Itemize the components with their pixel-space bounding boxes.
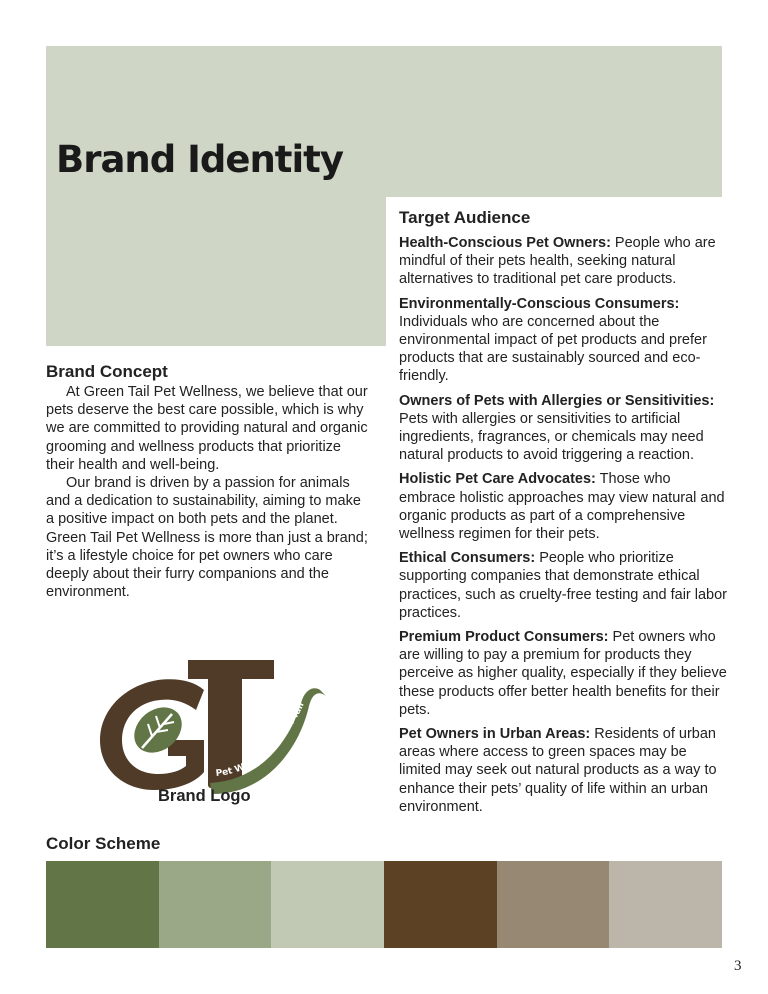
target-audience-heading: Target Audience bbox=[399, 208, 531, 227]
audience-item-text: Those who embrace holistic approaches may view natural and organic products as part of a comprehensive wellness regimen for their pets. bbox=[399, 471, 725, 543]
color-swatches bbox=[46, 861, 722, 948]
audience-item-text: Pets with allergies or sensitivities to artificial ingredients, fragrances, or chemicals may need natural products to avoid triggering a reaction. bbox=[399, 410, 704, 464]
audience-item-label: Owners of Pets with Allergies or Sensitivities: bbox=[399, 392, 715, 409]
color-swatch bbox=[497, 861, 610, 948]
audience-item-text: Pet owners who are willing to pay a premium for products they perceive as higher quality, especially if they believe these products offer better health benefits for their pets. bbox=[399, 629, 727, 718]
logo-caption: Brand Logo bbox=[158, 787, 251, 805]
color-swatch bbox=[271, 861, 384, 948]
logo-tail-text: Pet Wellness Green Tail bbox=[215, 700, 307, 779]
color-swatch bbox=[609, 861, 722, 948]
page-number: 3 bbox=[734, 958, 742, 974]
brand-logo bbox=[96, 656, 326, 796]
target-audience-section bbox=[399, 208, 729, 822]
brand-concept-paragraph: At Green Tail Pet Wellness, we believe that our pets deserve the best care possible, which is why we are committed to providing natural and organic grooming and wellness products that prioritize their health and well-being. bbox=[46, 384, 368, 473]
audience-item-text: People who are mindful of their pets health, seeking natural alternatives to traditional pet care products. bbox=[399, 235, 716, 288]
audience-item-text: People who prioritize supporting companies that demonstrate ethical practices, such as cruelty-free testing and fair labor practices. bbox=[399, 550, 728, 621]
brand-concept-heading: Brand Concept bbox=[46, 362, 168, 381]
color-scheme-heading: Color Scheme bbox=[46, 834, 161, 853]
audience-item bbox=[399, 470, 729, 543]
page-title: Brand Identity bbox=[56, 138, 343, 181]
audience-item bbox=[399, 628, 729, 719]
audience-item bbox=[399, 234, 729, 289]
audience-item-label: Pet Owners in Urban Areas: bbox=[399, 726, 591, 743]
audience-item-label: Holistic Pet Care Advocates: bbox=[399, 471, 596, 488]
color-swatch bbox=[159, 861, 272, 948]
audience-item bbox=[399, 725, 729, 816]
color-swatch bbox=[46, 861, 159, 948]
brand-concept-paragraph: Our brand is driven by a passion for animals and a dedication to sustainability, aiming to make a positive impact on both pets and the planet. Green Tail Pet Wellness is more than just a brand; it’s a lifestyle choice for pet owners who care deeply about their furry companions and the environment. bbox=[46, 475, 368, 601]
brand-concept-section bbox=[46, 362, 371, 601]
audience-item-label: Premium Product Consumers: bbox=[399, 629, 609, 646]
audience-item-text: Residents of urban areas where access to green spaces may be limited may seek out natural products as a way to enhance their pets’ quality of life within an urban environment. bbox=[399, 726, 717, 815]
audience-item bbox=[399, 295, 729, 386]
audience-item bbox=[399, 392, 729, 465]
audience-item-label: Environmentally-Conscious Consumers: bbox=[399, 295, 680, 312]
audience-item bbox=[399, 549, 729, 622]
audience-item-text: Individuals who are concerned about the environmental impact of pet products and prefer products that are sustainably sourced and eco-friendly. bbox=[399, 313, 707, 385]
audience-item-label: Ethical Consumers: bbox=[399, 550, 536, 567]
color-swatch bbox=[384, 861, 497, 948]
audience-item-label: Health-Conscious Pet Owners: bbox=[399, 235, 611, 251]
